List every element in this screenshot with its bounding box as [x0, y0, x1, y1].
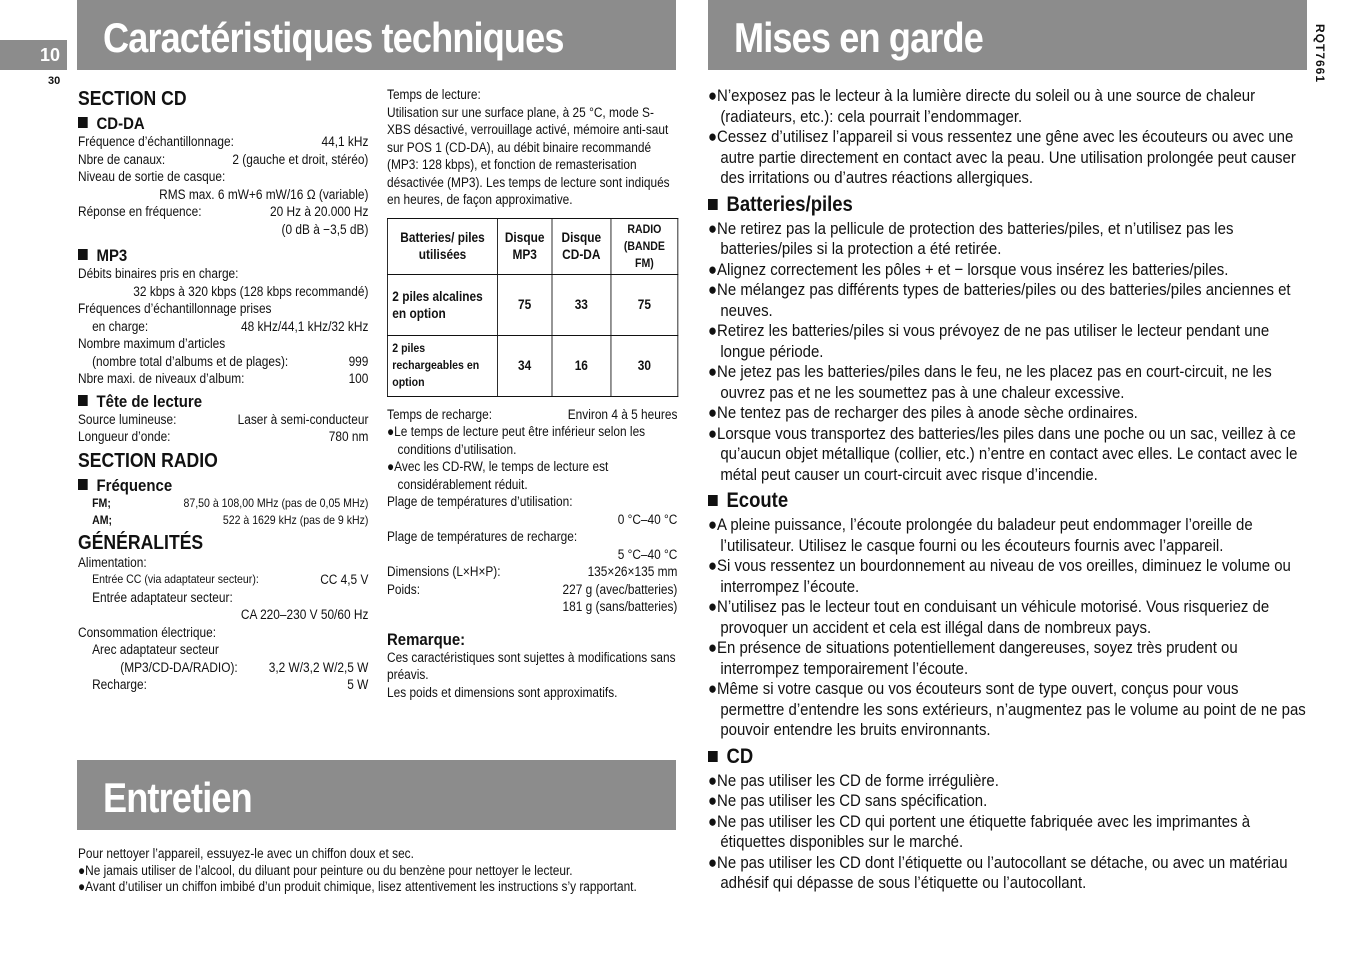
- spec-label: Nombre maximum d’articles: [78, 336, 226, 351]
- spec-row: Recharge: 5 W: [92, 677, 369, 692]
- spec-row: en charge: 48 kHz/44,1 kHz/32 kHz: [92, 318, 369, 334]
- spec-label: Débits binaires pris en charge:: [78, 266, 239, 281]
- note-item: ●Le temps de lecture peut être inférieur selon les conditions d’utilisation.: [387, 424, 646, 457]
- spec-row: Réponse en fréquence: 20 Hz à 20.000 Hz: [78, 204, 369, 219]
- spec-row: (nombre total d’albums et de plages): 999: [92, 353, 369, 369]
- spec-row: Source lumineuse: Laser à semi-conducteur: [78, 411, 369, 427]
- spec-label: Plage de températures de recharge:: [387, 529, 578, 544]
- maintenance-title-banner: [77, 760, 676, 830]
- caution-item: ●Retirez les batteries/piles si vous prévoyez de ne pas utiliser le lecteur pendant une longue période.: [708, 321, 1270, 361]
- spec-row: Temps de recharge: Environ 4 à 5 heures: [387, 406, 678, 422]
- table-cell: 16: [552, 335, 611, 396]
- caution-item: ●Cessez d’utilisez l’appareil si vous ressentez une gêne avec les écouteurs ou avec une autre partie directement en contact avec la peau. Une utilisation prolongée peut causer des irritations ou d’autres réactions allergiques.: [708, 127, 1296, 187]
- remark-text: Ces caractéristiques sont sujettes à modifications sans préavis.: [387, 649, 676, 682]
- spec-row: Nbre de canaux: 2 (gauche et droit, stéréo): [78, 151, 369, 167]
- spec-value: 5 °C–40 °C: [617, 546, 678, 562]
- caution-item: ●Si vous ressentez un bourdonnement au niveau de vos oreilles, diminuez le volume ou interrompez l’écoute.: [708, 556, 1291, 596]
- square-bullet-icon: [78, 395, 88, 406]
- table-cell: 34: [498, 335, 552, 396]
- remark-text: Les poids et dimensions sont approximatifs.: [387, 684, 618, 700]
- caution-item: ●Ne pas utiliser les CD dont l’étiquette ou l’autocollant se détache, ou avec un matériau adhésif qui dépasse de sous l’étiquette ou l’autocollant.: [708, 852, 1288, 892]
- caution-item: ●N’exposez pas le lecteur à la lumière directe du soleil ou à une source de chaleur (radiateurs, etc.): cela pourrait l’endommager.: [708, 86, 1256, 126]
- frequency-heading: Fréquence: [78, 476, 368, 495]
- spec-label: Arec adaptateur secteur: [92, 642, 219, 657]
- specs-title: Caractéristiques techniques: [103, 14, 564, 61]
- table-header: Batteries/ piles utilisées: [387, 218, 497, 274]
- caution-item: ●En présence de situations potentiellement dangereuses, soyez très prudent ou interrompez temporairement l’écoute.: [708, 638, 1238, 678]
- table-header: Disque MP3: [498, 218, 552, 274]
- batteries-heading: Batteries/piles: [708, 193, 1306, 217]
- note-item: ●Avec les CD-RW, le temps de lecture est considérablement réduit.: [387, 459, 609, 492]
- cdda-heading: CD-DA: [78, 114, 368, 133]
- caution-item: ●Ne mélangez pas différents types de batteries/piles ou des batteries/piles anciennes et neuves.: [708, 280, 1291, 320]
- maintenance-text: [78, 846, 738, 896]
- spec-row: Fréquence d’échantillonnage: 44,1 kHz: [78, 134, 369, 149]
- cautions-column: [708, 86, 1352, 894]
- table-row: [387, 274, 677, 335]
- caution-item: ●A pleine puissance, l’écoute prolongée du baladeur peut endommager l’oreille de l’utilisateur. Utilisez le casque fourni ou les écouteurs fournis avec l’appareil.: [708, 515, 1253, 555]
- caution-item: ●Ne jetez pas les batteries/piles dans le feu, ne les placez pas en court-circuit, ne les ouvrez pas et ne les soumettez pas à une chaleur excessive.: [708, 362, 1272, 402]
- caution-item: ●Ne pas utiliser les CD qui portent une étiquette fabriquée avec les imprimantes à étiquettes disponibles sur le marché.: [708, 811, 1251, 851]
- remark-heading: Remarque:: [387, 629, 466, 649]
- spec-label: Consommation électrique:: [78, 624, 217, 640]
- general-heading: GÉNÉRALITÉS: [78, 531, 204, 554]
- section-radio-heading: SECTION RADIO: [78, 449, 218, 472]
- spec-row: Dimensions (L×H×P): 135×26×135 mm: [387, 564, 678, 579]
- page-sub-number: 30: [48, 75, 61, 87]
- spec-row: Entrée CC (via adaptateur secteur): CC 4,5 V: [92, 572, 369, 587]
- table-cell: 75: [498, 274, 552, 335]
- spec-value: RMS max. 6 mW+6 mW/16 Ω (variable): [159, 186, 369, 202]
- square-bullet-icon: [708, 199, 718, 210]
- table-header: Disque CD-DA: [552, 218, 611, 274]
- maintenance-title: Entretien: [103, 774, 252, 821]
- table-row: [387, 335, 677, 396]
- spec-value: 0 °C–40 °C: [617, 511, 678, 527]
- spec-label: Niveau de sortie de casque:: [78, 169, 226, 184]
- spec-label: Plage de températures d’utilisation:: [387, 494, 573, 509]
- spec-row: AM; 522 à 1629 kHz (pas de 9 kHz): [92, 513, 369, 527]
- playtime-text: Utilisation sur une surface plane, à 25 °C, mode S-XBS désactivé, verrouillage activé, mémoire anti-saut sur POS 1 (CD-DA), au débit binaire recommandé (MP3: 128 kbps), et fonction de remasterisation désactivée (MP3). Les temps de lecture sont indiqués en heures, de façon approximative.: [387, 104, 670, 207]
- spec-row: FM; 87,50 à 108,00 MHz (pas de 0,05 MHz): [92, 495, 369, 510]
- square-bullet-icon: [708, 495, 718, 506]
- maintenance-line: ●Ne jamais utiliser de l’alcool, du diluant pour peinture ou du benzène pour nettoyer le lecteur.: [78, 862, 573, 878]
- head-heading: Tête de lecture: [78, 392, 368, 411]
- square-bullet-icon: [78, 117, 88, 128]
- square-bullet-icon: [78, 479, 88, 490]
- spec-row: (MP3/CD-DA/RADIO): 3,2 W/3,2 W/2,5 W: [120, 659, 369, 675]
- caution-item: ●Ne pas utiliser les CD de forme irrégulière.: [708, 770, 999, 790]
- caution-item: ●Ne pas utiliser les CD sans spécification.: [708, 791, 988, 810]
- specs-title-banner: [77, 0, 676, 70]
- section-cd-heading: SECTION CD: [78, 88, 187, 110]
- cautions-title-banner: [708, 0, 1307, 70]
- page-number: 10: [40, 45, 61, 65]
- table-cell: 2 piles rechargeables en option: [387, 335, 497, 396]
- cd-heading: CD: [708, 745, 1306, 769]
- maintenance-line: ●Avant d’utiliser un chiffon imbibé d’un produit chimique, lisez attentivement les instructions s’y rapportant.: [78, 879, 637, 894]
- caution-item: ●N’utilisez pas le lecteur tout en conduisant un véhicule motorisé. Vous risqueriez de provoquer un accident et cela est illégal dans de nombreux pays.: [708, 597, 1270, 637]
- caution-item: ●Lorsque vous transportez des batteries/les piles dans une poche ou un sac, veillez à ce qu’aucun objet métallique (collier, etc.) n’entre en contact avec elles. Le contact avec le métal peut causer un court-circuit avec risque d’incendie.: [708, 423, 1298, 484]
- spec-row: Nbre maxi. de niveaux d’album: 100: [78, 371, 369, 386]
- table-cell: 75: [611, 274, 678, 335]
- caution-item: ●Alignez correctement les pôles + et − lorsque vous insérez les batteries/piles.: [708, 259, 1229, 279]
- caution-item: ●Ne tentez pas de recharger des piles à anode sèche ordinaires.: [708, 403, 1138, 422]
- table-cell: 2 piles alcalines en option: [387, 274, 497, 335]
- table-cell: 30: [611, 335, 678, 396]
- spec-row: Longueur d’onde: 780 nm: [78, 429, 369, 444]
- table-header: RADIO (BANDE FM): [611, 218, 678, 274]
- spec-value: 181 g (sans/batteries): [562, 599, 678, 614]
- spec-label: Entrée adaptateur secteur:: [92, 589, 233, 605]
- document-code: RQT7661: [1313, 24, 1327, 84]
- caution-item: ●Même si votre casque ou vos écouteurs sont de type ouvert, conçus pour vous permettre d’entendre les sons extérieurs, n’augmentez pas le volume au point de ne pas pouvoir entendre les bruits environnants.: [708, 679, 1306, 739]
- spec-row: Poids: 227 g (avec/batteries): [387, 581, 678, 597]
- page-number-box: [0, 40, 67, 70]
- table-cell: 33: [552, 274, 611, 335]
- caution-item: ●Ne retirez pas la pellicule de protection des batteries/piles, et n’utilisez pas les batteries/piles si la protection a été retirée.: [708, 218, 1234, 258]
- spec-value: 32 kbps à 320 kbps (128 kbps recommandé): [133, 283, 369, 299]
- cautions-title: Mises en garde: [734, 14, 983, 61]
- spec-label: Fréquences d’échantillonnage prises: [78, 301, 272, 316]
- battery-table: [387, 218, 678, 397]
- square-bullet-icon: [78, 249, 88, 260]
- mp3-heading: MP3: [78, 246, 368, 265]
- ecoute-heading: Ecoute: [708, 489, 1306, 513]
- spec-value: (0 dB à −3,5 dB): [281, 221, 369, 237]
- specs-column-2: [387, 86, 714, 701]
- maintenance-line: Pour nettoyer l’appareil, essuyez-le avec un chiffon doux et sec.: [78, 846, 414, 861]
- specs-column-1: [78, 86, 404, 694]
- square-bullet-icon: [708, 751, 718, 762]
- playtime-title: Temps de lecture:: [387, 87, 481, 102]
- spec-label: Alimentation:: [78, 554, 147, 570]
- spec-value: CA 220–230 V 50/60 Hz: [240, 607, 369, 622]
